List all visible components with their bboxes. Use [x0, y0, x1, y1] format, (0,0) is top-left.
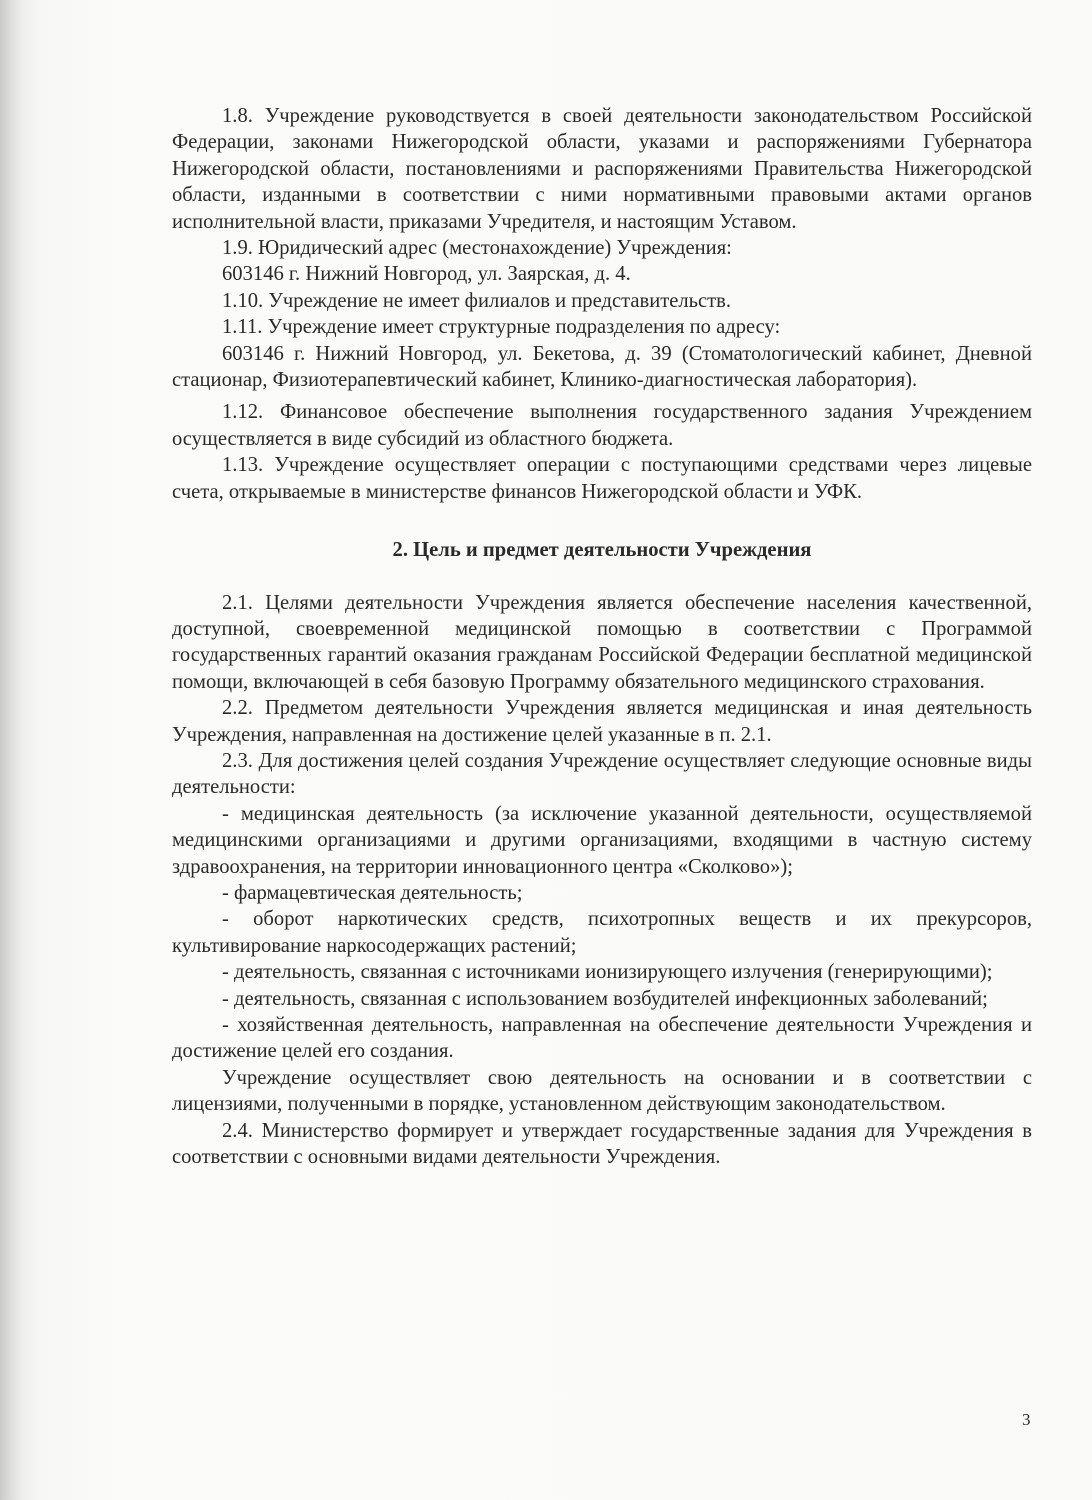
paragraph-1-10: 1.10. Учреждение не имеет филиалов и представительств. [222, 289, 732, 312]
list-item: - медицинская деятельность (за исключение указанной деятельности, осуществляемой медицинскими организациями и другими организациями, входящими в частную систему здравоохранения, на территории инновационного центра «Сколково»); [172, 802, 1032, 878]
list-item: - хозяйственная деятельность, направленная на обеспечение деятельности Учреждения и достижение целей его создания. [172, 1014, 1032, 1063]
paragraph-1-12: 1.12. Финансовое обеспечение выполнения государственного задания Учреждением осуществляется в виде субсидий из областного бюджета. [172, 401, 1032, 450]
paragraph-2-3: 2.3. Для достижения целей создания Учреждение осуществляет следующие основные виды деятельности: [172, 749, 1032, 799]
paragraph-1-13: 1.13. Учреждение осуществляет операции с поступающими средствами через лицевые счета, открываемые в министерстве финансов Нижегородской области и УФК. [172, 454, 1032, 503]
paragraph-2-1: 2.1. Целями деятельности Учреждения является обеспечение населения качественной, доступной, своевременной медицинской помощью в соответствии с Программой государственных гарантий оказания гражданам Российской Федерации бесплатной медицинской помощи, включающей в себя базовую Программу обязательного медицинского страхования. [172, 591, 1032, 693]
paragraph-2-4: 2.4. Министерство формирует и утверждает государственные задания для Учреждения в соответствии с основными видами деятельности Учреждения. [172, 1119, 1032, 1169]
section-2-heading: 2. Цель и предмет деятельности Учреждения [392, 539, 812, 562]
section-2-paragraphs [172, 590, 1032, 1171]
list-item: - фармацевтическая деятельность; [222, 881, 523, 904]
paragraph-licenses: Учреждение осуществляет свою деятельность на основании и в соответствии с лицензиями, полученными в порядке, установленном действующим законодательством. [172, 1066, 1032, 1116]
list-item: - деятельность, связанная с источниками ионизирующего излучения (генерирующими); [222, 961, 993, 984]
section-1-paragraphs [172, 103, 1032, 505]
paragraph-1-8: 1.8. Учреждение руководствуется в своей деятельности законодательством Российской Федерации, законами Нижегородской области, указами и распоряжениями Губернатора Нижегородской области, постановлениями и распоряжениями Правительства Нижегородской области, изданными в соответствии с ними нормативными правовыми актами органов исполнительной власти, приказами Учредителя, и настоящим Уставом. [172, 105, 1032, 233]
paragraph-2-2: 2.2. Предметом деятельности Учреждения является медицинская и иная деятельность Учреждения, направленная на достижение целей указанные в п. 2.1. [172, 697, 1032, 746]
page-number: 3 [1022, 1410, 1031, 1429]
paragraph-address: 603146 г. Нижний Новгород, ул. Заярская, д. 4. [222, 263, 631, 286]
list-item: - деятельность, связанная с использованием возбудителей инфекционных заболеваний; [222, 987, 988, 1010]
list-item: - оборот наркотических средств, психотропных веществ и их прекурсоров, культивирование наркосодержащих растений; [172, 908, 1032, 957]
paragraph-1-9: 1.9. Юридический адрес (местонахождение) Учреждения: [222, 237, 732, 260]
document-page [172, 103, 1032, 1170]
paragraph-1-11: 1.11. Учреждение имеет структурные подразделения по адресу: [222, 316, 781, 339]
paragraph-subdivisions-address: 603146 г. Нижний Новгород, ул. Бекетова, д. 39 (Стоматологический кабинет, Дневной стационар, Физиотерапевтический кабинет, Клинико-диагностическая лаборатория). [172, 342, 1032, 392]
